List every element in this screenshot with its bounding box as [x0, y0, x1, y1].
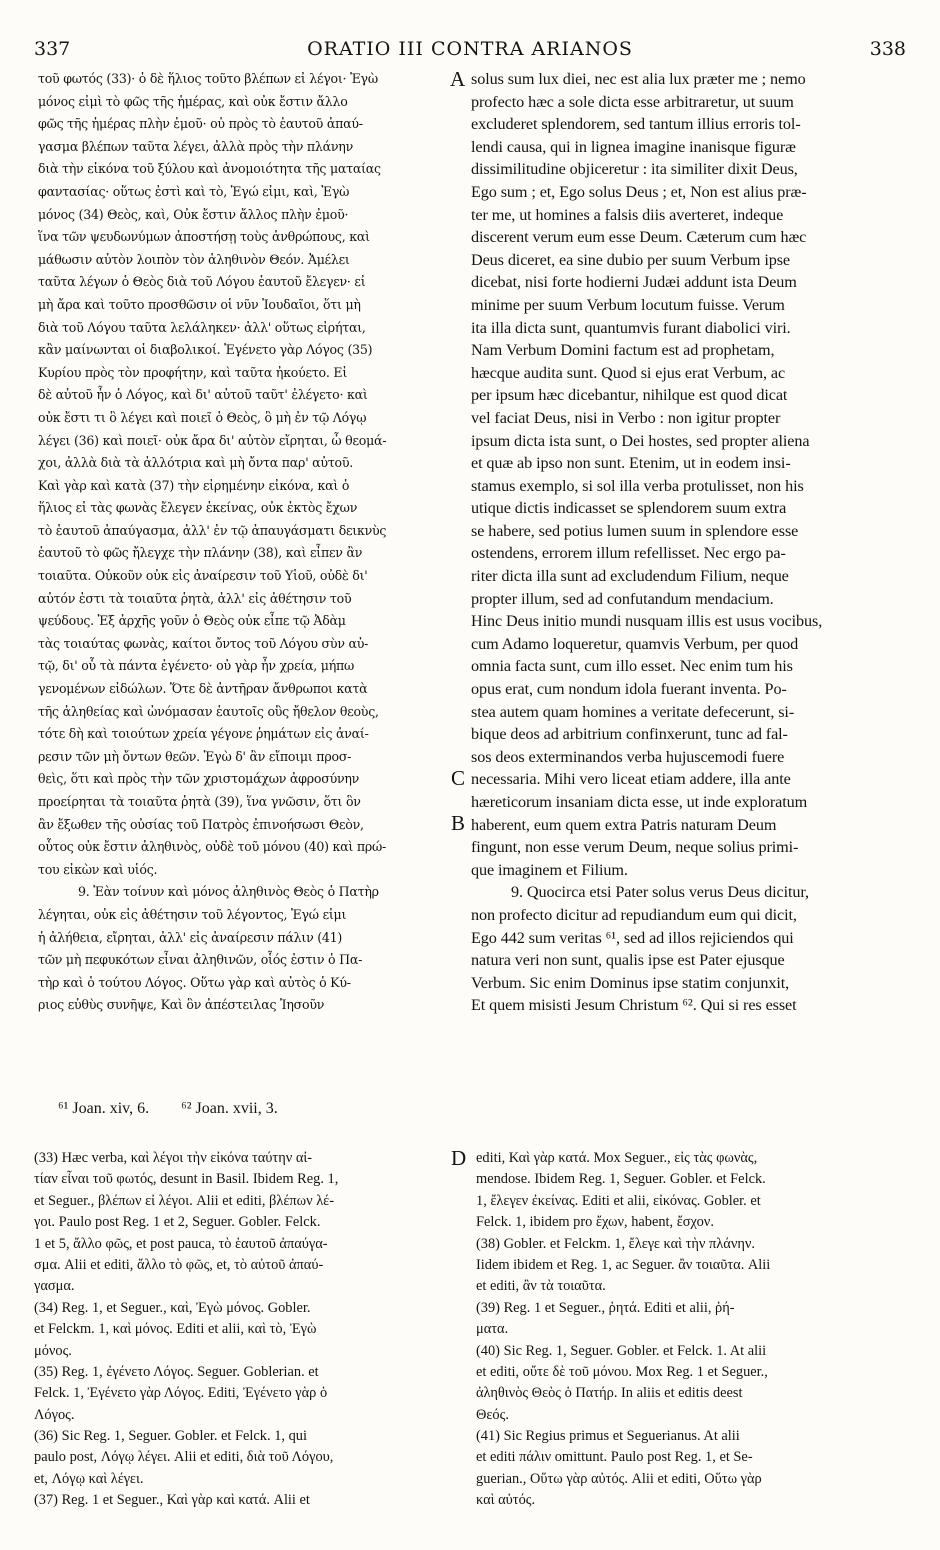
text-line: hæcque audita sunt. Quod si ejus erat Verbum, ac — [471, 363, 786, 382]
text-line: et editi πάλιν omittunt. Paulo post Reg. 1, et Se- — [476, 1449, 753, 1466]
text-line: 9. Quocirca etsi Pater solus verus Deus dicitur, — [511, 883, 809, 902]
text-line: (39) Reg. 1 et Seguer., ῥητά. Editi et alii, ῥή- — [476, 1299, 735, 1316]
text-line: σμα. Alii et editi, ἄλλο τὸ φῶς, et, τὸ αὐτοῦ ἀπαύ- — [34, 1256, 324, 1273]
text-line: θεὶς, ὅτι καὶ πρὸς τὴν τῶν χριστομάχων ἀφροσύνην — [38, 771, 360, 787]
text-line: τῷ, δι' οὗ τὰ πάντα ἐγένετο· οὐ γὰρ ἦν χρεία, μήπω — [38, 658, 355, 674]
text-line: et editi, οὔτε δὲ τοῦ μόνου. Mox Reg. 1 et Seguer., — [476, 1363, 768, 1380]
text-line: Deus diceret, ea sine dubio per suum Verbum ipse — [471, 250, 791, 269]
text-line: τότε δὴ καὶ τοιούτων χρεία γέγονε ῥημάτων εἰς ἀναί- — [38, 726, 369, 742]
text-line: Ego sum ; et, Ego solus Deus ; et, Non est alius præ- — [471, 182, 807, 201]
text-line: διὰ τὴν εἰκόνα τοῦ ξύλου καὶ ἀνομοιότητα τῆς ματαίας — [38, 161, 381, 177]
text-line: discerent verum eum esse Deum. Cæterum cum hæc — [471, 228, 807, 247]
text-line: (40) Sic Reg. 1, Seguer. Gobler. et Felck. 1. At alii — [476, 1342, 767, 1359]
text-line: 1, ἔλεγεν ἐκείνας. Editi et alii, εἰκόνας. Gobler. et — [476, 1192, 761, 1209]
text-line: μόνος (34) Θεὸς, καὶ, Οὐκ ἔστιν ἄλλος πλὴν ἐμοῦ· — [38, 206, 349, 222]
text-line: stamus exemplo, si sol illa verba protulisset, non his — [471, 476, 804, 495]
text-line: μόνος εἰμὶ τὸ φῶς τῆς ἡμέρας, καὶ οὐκ ἔστιν ἄλλο — [38, 93, 348, 109]
text-line: χοι, ἀλλὰ διὰ τὰ ἀλλότρια καὶ μὴ ὄντα παρ' αὐτοῦ. — [38, 455, 354, 471]
text-line: λέγηται, οὐκ εἰς ἀθέτησιν τοῦ λέγοντος, Ἐγώ εἰμι — [38, 906, 347, 922]
text-line: vel faciat Deus, nisi in Verbo : non igitur propter — [471, 408, 781, 427]
text-line: ριος εὐθὺς συνῆψε, Καὶ ὃν ἀπέστειλας Ἰησοῦν — [38, 997, 325, 1013]
text-line: ostendens, errorem illum refellisset. Nec ergo pa- — [471, 544, 786, 563]
text-line: δὲ αὐτοῦ ἦν ὁ Λόγος, καὶ δι' αὐτοῦ ταῦτ' ἐλέγετο· καὶ — [38, 387, 368, 403]
section-marker-a: A — [450, 67, 466, 91]
text-line: (38) Gobler. et Felckm. 1, ἔλεγε καὶ τὴν πλάνην. — [476, 1235, 755, 1252]
text-line: et, Λόγῳ καὶ λέγει. — [34, 1470, 144, 1487]
text-line: Κυρίου πρὸς τὸν προφήτην, καὶ ταῦτα ἠκούετο. Εἰ — [38, 364, 348, 380]
text-line: ἂν ἔξωθεν τῆς οὐσίας τοῦ Πατρὸς ἐπινοήσωσι Θεὸν, — [38, 816, 364, 832]
text-line: γασμα. — [34, 1278, 75, 1295]
text-line: τοιαῦτα. Οὐκοῦν οὐκ εἰς ἀναίρεσιν τοῦ Υἱοῦ, οὐδὲ δι' — [38, 568, 368, 584]
text-line: paulo post, Λόγῳ λέγει. Alii et editi, διὰ τοῦ Λόγου, — [34, 1449, 334, 1466]
text-line: κἂν μαίνωνται οἱ διαβολικοί. Ἐγένετο γὰρ Λόγος (35) — [38, 342, 373, 358]
text-line: sos deos exterminandos verba hujuscemodi fuere — [471, 747, 785, 766]
text-line: καὶ αὐτός. — [476, 1492, 536, 1509]
notes-left-column — [34, 1146, 467, 1512]
text-line: γενομένων εἰδώλων. Ὅτε δὲ ἀντῆραν ἄνθρωποι κατὰ — [38, 681, 368, 697]
text-line: et Felckm. 1, καὶ μόνος. Editi et alii, καὶ τὸ, Ἐγὼ — [34, 1321, 317, 1338]
running-title: ORATIO III CONTRA ARIANOS — [307, 38, 633, 60]
text-line: ρεσιν τῶν μὴ ὄντων θεῶν. Ἐγὼ δ' ἂν εἴποιμι προσ- — [38, 748, 352, 764]
text-line: τῶν μὴ πεφυκότων εἶναι ἀληθινῶν, οἷός ἐστιν ὁ Πα- — [38, 952, 363, 968]
text-line: τίαν εἶναι τοῦ φωτός, desunt in Basil. Ibidem Reg. 1, — [34, 1171, 339, 1188]
text-line: (36) Sic Reg. 1, Seguer. Gobler. et Felck. 1, qui — [34, 1428, 307, 1445]
page-number-right: 338 — [869, 38, 906, 60]
text-line: utique dictis indicasset se splendorem suum extra — [471, 499, 787, 518]
text-line: Θεός. — [476, 1406, 509, 1423]
text-line: non profecto dicitur ad repudiandum eum qui dicit, — [471, 905, 797, 924]
latin-text-column — [471, 68, 911, 1017]
text-line: τὸ ἑαυτοῦ ἀπαύγασμα, ἀλλ' ἐν τῷ ἀπαυγάσματι δεικνὺς — [38, 522, 387, 538]
text-line: bique deos ad arbitrium confinxerunt, tunc ad fal- — [471, 725, 788, 744]
text-line: αὐτόν ἐστι τὰ τοιαῦτα ῥητὰ, ἀλλ' εἰς ἀθέτησιν τοῦ — [38, 590, 352, 606]
text-line: ἀληθινὸς Θεὸς ὁ Πατήρ. In aliis et editis deest — [476, 1385, 743, 1402]
text-line: Iidem ibidem et Reg. 1, ac Seguer. ἂν τοιαῦτα. Alii — [476, 1256, 771, 1273]
text-line: μόνος. — [34, 1342, 72, 1359]
section-marker-b: B — [451, 811, 466, 835]
text-line: Nam Verbum Domini factum est ad prophetam, — [471, 341, 775, 360]
text-line: τὰς τοιαύτας φωνὰς, καίτοι ὄντος τοῦ Λόγου σὺν αὐ- — [38, 635, 369, 651]
text-line: fingunt, non esse verum Deum, neque solius primi- — [471, 838, 799, 857]
section-marker-c: C — [451, 766, 466, 790]
text-line: ματα. — [476, 1321, 509, 1338]
text-line: ταῦτα λέγων ὁ Θεὸς διὰ τοῦ Λόγου ἑαυτοῦ ἔλεγεν· εἰ — [38, 274, 366, 290]
text-line: se habere, sed potius lumen suum in splendore esse — [471, 521, 799, 540]
text-line: cum Adamo loqueretur, quamvis Verbum, per quod — [471, 634, 799, 653]
text-line: τὴρ καὶ ὁ τούτου Λόγος. Οὕτω γὰρ καὶ αὐτὸς ὁ Κύ- — [38, 974, 351, 990]
text-line: Verbum. Sic enim Dominus ipse statim conjunxit, — [471, 973, 790, 992]
text-line: προείρηται τὰ τοιαῦτα ῥητὰ (39), ἵνα γνῶσιν, ὅτι ὃν — [38, 794, 361, 809]
text-line: solus sum lux diei, nec est alia lux præter me ; nemo — [471, 70, 806, 88]
text-line: minime per suum Verbum locutum fuisse. Verum — [471, 295, 785, 314]
text-line: Hinc Deus initio mundi nusquam illis est usus vocibus, — [471, 612, 823, 631]
text-line: διὰ τοῦ Λόγου ταῦτα λελάληκεν· ἀλλ' οὕτως εἰρήται, — [38, 319, 366, 335]
scripture-ref: ⁶¹ Joan. xiv, 6. — [58, 1100, 150, 1117]
text-line: profecto hæc a sole dicta esse arbitraretur, ut suum — [471, 92, 794, 111]
section-marker-d: D — [451, 1146, 467, 1170]
text-line: Et quem misisti Jesum Christum ⁶². Qui si res esset — [471, 996, 797, 1015]
text-line: ter me, ut homines a falsis diis averteret, indeque — [471, 205, 784, 224]
text-line: necessaria. Mihi vero liceat etiam addere, illa ante — [471, 770, 791, 789]
text-line: et Seguer., βλέπων εἰ λέγοι. Alii et editi, βλέπων λέ- — [34, 1192, 335, 1209]
text-line: Λόγος. — [34, 1406, 75, 1423]
text-line: οὗτος οὐκ ἔστιν ἀληθινὸς, οὐδὲ τοῦ μόνου (40) καὶ πρώ- — [38, 839, 387, 855]
text-line: Felck. 1, Ἐγένετο γὰρ Λόγος. Editi, Ἐγένετο γὰρ ὁ — [34, 1385, 328, 1402]
text-line: ἥλιος εἰ τὰς φωνὰς ἔλεγεν ἐκείνας, οὐκ ἐκτὸς ἔχων — [38, 500, 358, 516]
text-line: propter illum, sed ad confutandum mendacium. — [471, 589, 774, 608]
text-line: excluderet splendorem, sed tantum illius erroris tol- — [471, 115, 801, 134]
text-line: τῆς ἀληθείας καὶ ὠνόμασαν ἑαυτοῖς οὓς ἤθελον θεοὺς, — [38, 703, 379, 719]
text-line: ita illa dicta sunt, quantumvis furant diabolici viri. — [471, 318, 791, 337]
scripture-ref: ⁶² Joan. xvii, 3. — [181, 1100, 278, 1117]
notes-right-column — [476, 1148, 906, 1512]
page-number-left: 337 — [34, 38, 71, 60]
text-line: (33) Hæc verba, καὶ λέγοι τὴν εἰκόνα ταύτην αἰ- — [34, 1150, 313, 1166]
text-line: του εἰκὼν καὶ υἱός. — [38, 861, 158, 877]
text-line: ipsum dicta ista sunt, o Dei hostes, sed propter aliena — [471, 431, 810, 450]
text-line: (41) Sic Regius primus et Seguerianus. At alii — [476, 1428, 740, 1445]
text-line: (37) Reg. 1 et Seguer., Καὶ γὰρ καὶ κατά. Alii et — [34, 1492, 310, 1509]
text-line: ψεύδους. Ἐξ ἀρχῆς γοῦν ὁ Θεὸς οὐκ εἶπε τῷ Ἀδὰμ — [38, 613, 346, 629]
text-line: omnia facta sunt, cum illo esset. Nec enim tum his — [471, 657, 793, 676]
text-line: οὐκ ἔστι τι ὃ λέγει καὶ ποιεῖ ὁ Θεὸς, ὃ μὴ ἐν τῷ Λόγῳ — [38, 409, 367, 425]
text-line: μάθωσιν αὐτὸν λοιπὸν τὸν ἀληθινὸν Θεόν. Ἀμέλει — [38, 251, 350, 267]
text-line: γοι. Paulo post Reg. 1 et 2, Seguer. Gobler. Felck. — [34, 1214, 321, 1231]
text-line: 9. Ἐὰν τοίνυν καὶ μόνος ἀληθινὸς Θεὸς ὁ Πατὴρ — [78, 884, 379, 900]
text-line: que imaginem et Filium. — [471, 860, 628, 879]
text-line: hæreticorum insaniam dicta esse, ut inde exploratum — [471, 793, 808, 811]
text-line: Ego 442 sum veritas ⁶¹, sed ad illos rejiciendos qui — [471, 928, 794, 947]
greek-text-column — [38, 68, 466, 1017]
text-line: dicebat, nisi forte hodierni Judæi addunt ista Deum — [471, 273, 797, 292]
text-line: opus erat, cum nondum idola fuerant inventa. Po- — [471, 680, 787, 699]
text-line: ἡ ἀλήθεια, εἴρηται, ἀλλ' εἰς ἀναίρεσιν πάλιν (41) — [38, 929, 343, 945]
text-line: 1 et 5, ἄλλο φῶς, et post pauca, τὸ ἑαυτοῦ ἀπαύγα- — [34, 1235, 328, 1252]
text-line: et editi, ἂν τὰ τοιαῦτα. — [476, 1278, 606, 1295]
text-line: et quæ ab ipso non sunt. Etenim, ut in eodem insi- — [471, 454, 791, 473]
text-line: editi, Καὶ γὰρ κατά. Mox Seguer., εἰς τὰς φωνὰς, — [476, 1150, 758, 1166]
text-line: dissimilitudine objiceretur : ita similiter dixit Deus, — [471, 160, 798, 179]
text-line: lendi causa, qui in lignea imagine inanisque figuræ — [471, 137, 796, 156]
text-line: stea autem quam homines a veritate defecerunt, si- — [471, 702, 795, 721]
text-line: γασμα βλέπων ταῦτα λέγει, ἀλλὰ πρὸς τὴν πλάνην — [38, 138, 354, 154]
text-line: guerian., Οὕτω γὰρ αὐτός. Alii et editi, Οὕτω γὰρ — [476, 1470, 762, 1487]
text-line: (35) Reg. 1, ἐγένετο Λόγος. Seguer. Goblerian. et — [34, 1363, 319, 1380]
text-line: Καὶ γὰρ καὶ κατὰ (37) τὴν εἰρημένην εἰκόνα, καὶ ὁ — [38, 477, 350, 493]
text-line: per ipsum hæc dicebantur, nihilque est quod dicat — [471, 386, 788, 405]
text-line: natura veri non sunt, qualis ipse est Pater ejusque — [471, 951, 785, 970]
text-line: haberent, eum quem extra Patris naturam Deum — [471, 815, 777, 834]
text-line: riter dicta illa sunt ad excludendum Filium, neque — [471, 567, 789, 586]
text-line: φαντασίας· οὕτως ἐστὶ καὶ τὸ, Ἐγώ εἰμι, καὶ, Ἐγὼ — [38, 183, 350, 199]
text-line: (34) Reg. 1, et Seguer., καὶ, Ἐγὼ μόνος. Gobler. — [34, 1299, 311, 1316]
text-line: ἑαυτοῦ τὸ φῶς ἤλεγχε τὴν πλάνην (38), καὶ εἶπεν ἂν — [38, 545, 363, 561]
text-line: ἵνα τῶν ψευδωνύμων ἀποστήσῃ τοὺς ἀνθρώπους, καὶ — [38, 229, 370, 245]
text-line: μὴ ἄρα καὶ τοῦτο προσθῶσιν οἱ νῦν Ἰουδαῖοι, ὅτι μὴ — [38, 296, 361, 312]
text-line: λέγει (36) καὶ ποιεῖ· οὐκ ἄρα δι' αὐτὸν εἴρηται, ὦ θεομά- — [38, 432, 387, 448]
scripture-references — [58, 1098, 658, 1120]
text-line: mendose. Ibidem Reg. 1, Seguer. Gobler. et Felck. — [476, 1171, 766, 1188]
text-line: φῶς τῆς ἡμέρας πλὴν ἐμοῦ· οὐ πρὸς τὸ ἑαυτοῦ ἀπαύ- — [38, 116, 363, 132]
text-line: τοῦ φωτός (33)· ὁ δὲ ἥλιος τοῦτο βλέπων εἰ λέγοι· Ἐγὼ — [38, 71, 378, 86]
text-line: Felck. 1, ibidem pro ἔχων, habent, ἔσχον. — [476, 1214, 714, 1231]
